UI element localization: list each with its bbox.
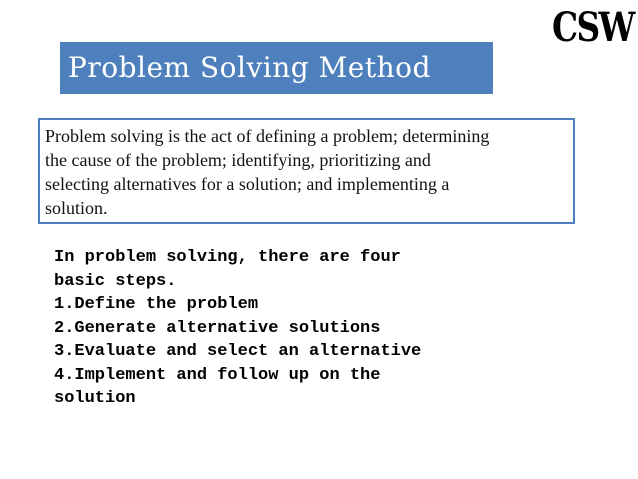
step-item: 4.Implement and follow up on the xyxy=(54,365,381,385)
steps-intro-line: basic steps. xyxy=(54,271,177,291)
definition-box xyxy=(38,118,575,224)
step-item: 3.Evaluate and select an alternative xyxy=(54,342,422,361)
definition-text xyxy=(45,124,567,220)
definition-line: selecting alternatives for a solution; and implementing a xyxy=(45,174,450,194)
definition-line: Problem solving is the act of defining a problem; determining xyxy=(45,126,490,146)
definition-line: the cause of the problem; identifying, prioritizing and xyxy=(45,150,431,170)
title-banner xyxy=(60,42,493,94)
step-item: 2.Generate alternative solutions xyxy=(54,318,381,338)
steps-intro-line: In problem solving, there are four xyxy=(54,248,401,267)
definition-line: solution. xyxy=(45,198,108,218)
slide-title: Problem Solving Method xyxy=(68,51,431,84)
csw-logo: CSW xyxy=(552,4,634,51)
step-item: 1.Define the problem xyxy=(54,295,259,314)
steps-text xyxy=(54,246,434,411)
step-item-continuation: solution xyxy=(54,389,136,408)
